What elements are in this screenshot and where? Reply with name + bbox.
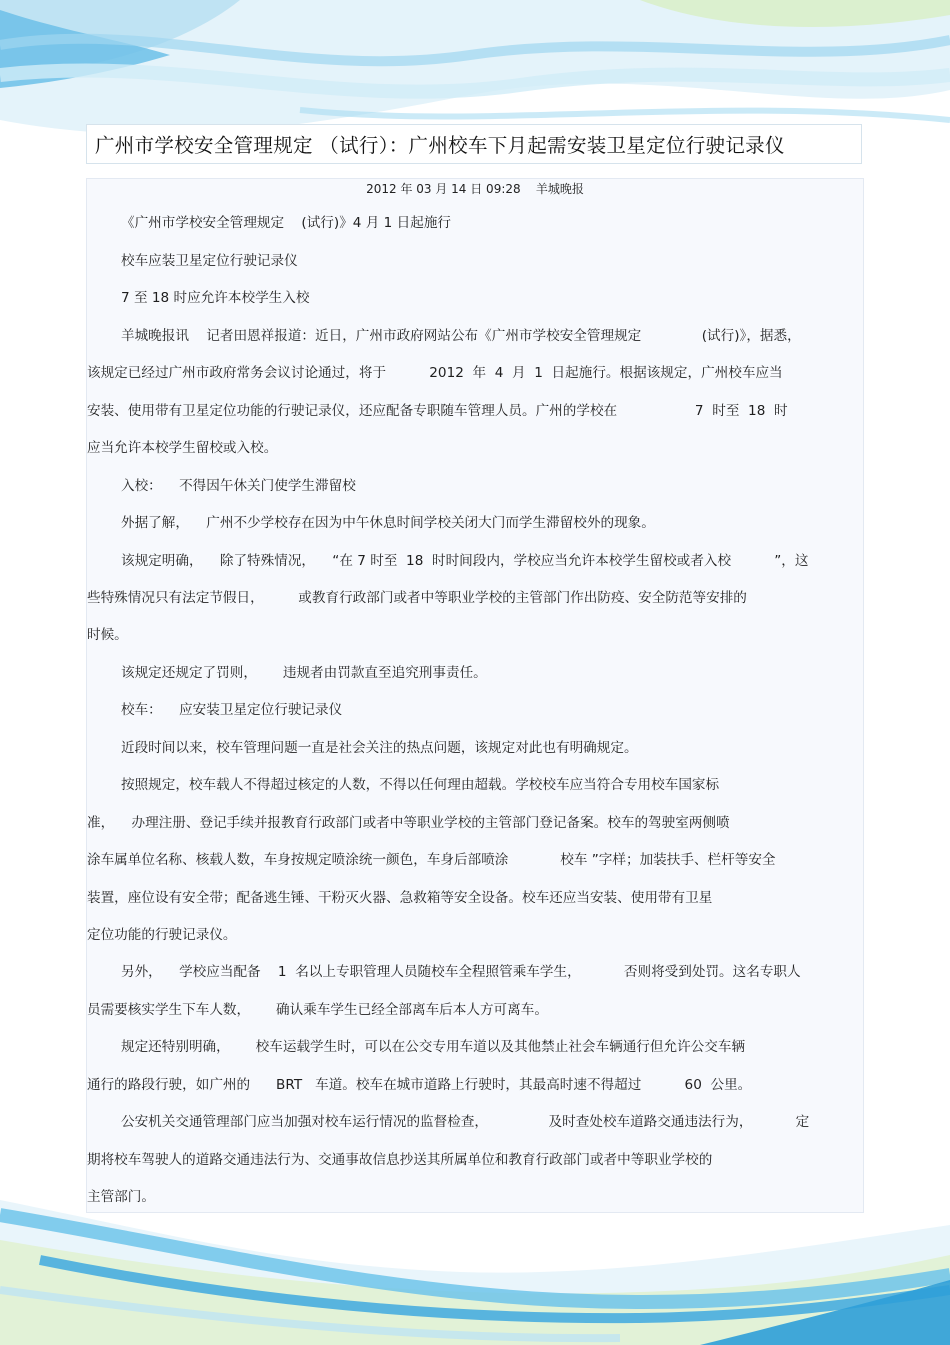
paragraph-line: 外据了解， 广州不少学校存在因为中午休息时间学校关闭大门而学生滞留校外的现象。 xyxy=(121,515,655,531)
paragraph-line: 近段时间以来，校车管理问题一直是社会关注的热点问题，该规定对此也有明确规定。 xyxy=(121,740,638,756)
subheading-line-3: 7 至 18 时应允许本校学生入校 xyxy=(121,290,310,306)
paragraph-line: 主管部门。 xyxy=(87,1189,155,1205)
paragraph-line: 定位功能的行驶记录仪。 xyxy=(87,927,237,943)
article-title-box xyxy=(86,124,862,164)
article-body xyxy=(86,178,864,1213)
paragraph-line: 规定还特别明确， 校车运载学生时，可以在公交专用车道以及其他禁止社会车辆通行但允许公交车辆 xyxy=(121,1039,746,1055)
paragraph-line: 期将校车驾驶人的道路交通违法行为、交通事故信息抄送其所属单位和教育行政部门或者中等职业学校的 xyxy=(87,1152,713,1168)
paragraph-line: 应当允许本校学生留校或入校。 xyxy=(87,440,278,456)
paragraph-line: 安装、使用带有卫星定位功能的行驶记录仪，还应配备专职随车管理人员。广州的学校在 7 时至 18 时 xyxy=(87,403,788,419)
paragraph-line: 另外， 学校应当配备 1 名以上专职管理人员随校车全程照管乘车学生， 否则将受到处罚。这名专职人 xyxy=(121,964,801,980)
paragraph-line: 时候。 xyxy=(87,627,128,643)
paragraph-line: 准， 办理注册、登记手续并报教育行政部门或者中等职业学校的主管部门登记备案。校车的驾驶室两侧喷 xyxy=(87,815,730,831)
top-wave-stroke-3 xyxy=(300,110,950,120)
paragraph-line: 装置，座位设有安全带；配备逃生锤、干粉灭火器、急救箱等安全设备。校车还应当安装、使用带有卫星 xyxy=(87,890,713,906)
paragraph-line: 涂车属单位名称、核载人数，车身按规定喷涂统一颜色，车身后部喷涂 校车 ”字样；加装扶手、栏杆等安全 xyxy=(87,852,776,868)
paragraph-line: 些特殊情况只有法定节假日， 或教育行政部门或者中等职业学校的主管部门作出防疫、安全防范等安排的 xyxy=(87,590,747,606)
paragraph-line: 员需要核实学生下车人数， 确认乘车学生已经全部离车后本人方可离车。 xyxy=(87,1002,548,1018)
paragraph-line: 公安机关交通管理部门应当加强对校车运行情况的监督检查， 及时查处校车道路交通违法行为， 定 xyxy=(121,1114,810,1130)
paragraph-line: 通行的路段行驶，如广州的 BRT 车道。校车在城市道路上行驶时，其最高时速不得超过 60 公里。 xyxy=(87,1077,752,1093)
paragraph-line: 该规定还规定了罚则， 违规者由罚款直至追究刑事责任。 xyxy=(121,665,487,681)
subheading-line-2: 校车应装卫星定位行驶记录仪 xyxy=(121,253,298,269)
section-heading: 校车： 应安装卫星定位行驶记录仪 xyxy=(121,702,343,718)
paragraph-line: 羊城晚报讯 记者田恩祥报道：近日，广州市政府网站公布《广州市学校安全管理规定 (试行)》，据悉， xyxy=(121,328,801,344)
subheading-line-1: 《广州市学校安全管理规定 (试行)》4 月 1 日起施行 xyxy=(121,215,452,231)
paragraph-line: 该规定明确， 除了特殊情况， “在 7 时至 18 时时间段内，学校应当允许本校学生留校或者入校 ”，这 xyxy=(121,553,809,569)
article-title: 广州市学校安全管理规定 （试行）：广州校车下月起需安装卫星定位行驶记录仪 xyxy=(95,134,785,157)
article-meta: 2012 年 03 月 14 日 09:28 羊城晚报 xyxy=(366,182,584,196)
paragraph-line: 该规定已经过广州市政府常务会议讨论通过，将于 2012 年 4 月 1 日起施行。根据该规定，广州校车应当 xyxy=(87,365,783,381)
paragraph-line: 按照规定，校车载人不得超过核定的人数，不得以任何理由超载。学校校车应当符合专用校车国家标 xyxy=(121,777,720,793)
section-heading: 入校： 不得因午休关门使学生滞留校 xyxy=(121,478,356,494)
